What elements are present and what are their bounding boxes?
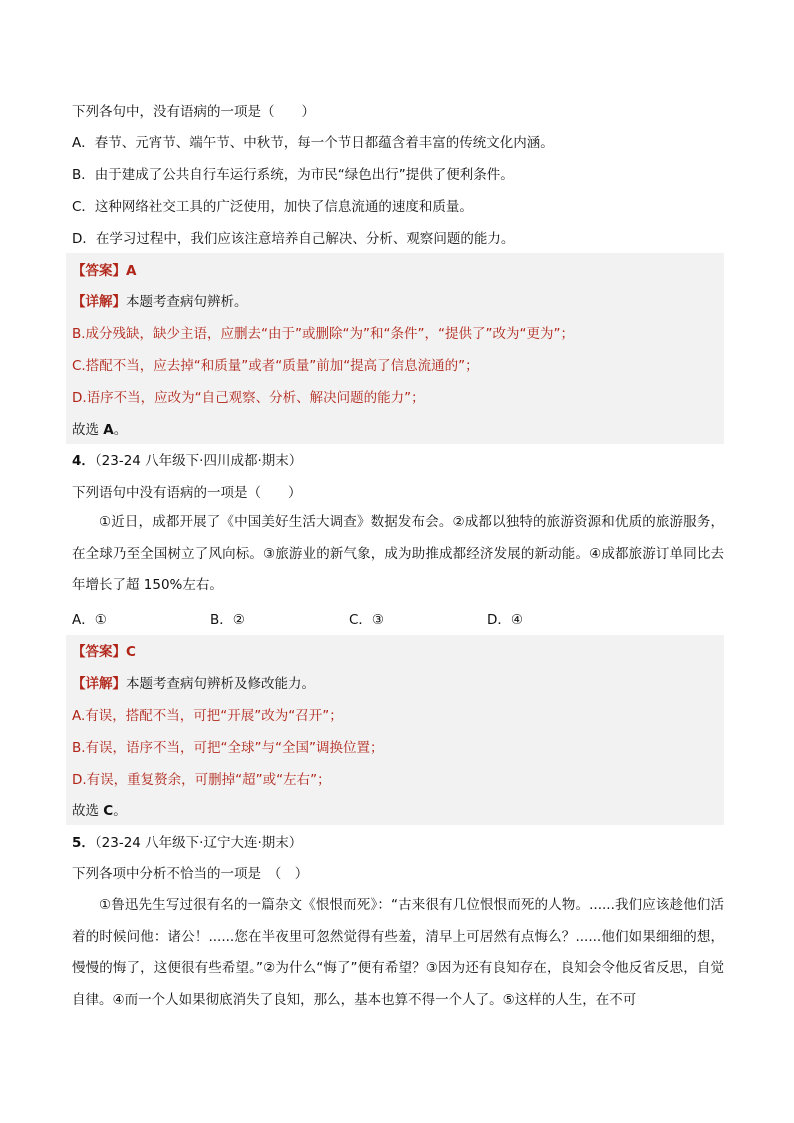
q4-header: 4．（23-24 八年级下·四川成都·期末）	[72, 453, 303, 469]
q3-option-a: A．春节、元宵节、端午节、中秋节，每一个节日都蕴含着丰富的传统文化内涵。	[72, 135, 554, 151]
q4-passage: ①近日，成都开展了《中国美好生活大调查》数据发布会。②成都以独特的旅游资源和优质的旅游服务，在全球乃至全国树立了风向标。③旅游业的新气象，成为助推成都经济发展的新动能。④成都旅游订单同比去年增长了超 150%左右。	[72, 514, 724, 593]
q3-option-c: C．这种网络社交工具的广泛使用，加快了信息流通的速度和质量。	[72, 199, 473, 215]
q5-header: 5．（23-24 八年级下·辽宁大连·期末）	[72, 835, 303, 851]
q4-option-a: A．①	[72, 612, 107, 628]
q3-answer-box	[66, 253, 724, 444]
q3-detail-item: D.语序不当，应改为“自己观察、分析、解决问题的能力”；	[72, 390, 425, 406]
q4-detail-item: B.有误，语序不当，可把“全球”与“全国”调换位置；	[72, 740, 384, 756]
q3-detail-item: C.搭配不当，应去掉“和质量”或者“质量”前加“提高了信息流通的”；	[72, 358, 479, 374]
q4-answer: 【答案】C	[72, 644, 136, 660]
q3-detail: 【详解】本题考查病句辨析。	[72, 294, 248, 310]
q4-option-b: B．②	[210, 612, 245, 628]
q5-stem: 下列各项中分析不恰当的一项是 （ ）	[72, 866, 309, 882]
q3-answer: 【答案】A	[72, 263, 137, 279]
q4-detail: 【详解】本题考查病句辨析及修改能力。	[72, 676, 315, 692]
q4-conclusion: 故选 C。	[72, 803, 127, 819]
q4-option-c: C．③	[349, 612, 385, 628]
q3-option-d: D．在学习过程中，我们应该注意培养自己解决、分析、观察问题的能力。	[72, 231, 515, 247]
q5-passage: ①鲁迅先生写过很有名的一篇杂文《恨恨而死》：“古来很有几位恨恨而死的人物。......我们应该趁他们活着的时候问他：诸公！......您在半夜里可忽然觉得有些羞，清早上可居然有点悔么？......他们如果细细的想，慢慢的悔了，这便很有些希望。”②为什么“悔了”便有希望？③因为还有良知存在，良知会令他反省反思，自觉自律。④而一个人如果彻底消失了良知，那么，基本也算不得一个人了。⑤这样的人生，在不可	[72, 897, 724, 1008]
q3-stem: 下列各句中，没有语病的一项是（ ）	[72, 104, 315, 120]
q4-detail-item: D.有误，重复赘余，可删掉“超”或“左右”；	[72, 772, 331, 788]
q3-conclusion: 故选 A。	[72, 422, 128, 438]
q4-detail-item: A.有误，搭配不当，可把“开展”改为“召开”；	[72, 708, 343, 724]
q3-detail-item: B.成分残缺，缺少主语，应删去“由于”或删除“为”和“条件”，“提供了”改为“更为”；	[72, 326, 574, 342]
q4-stem: 下列语句中没有语病的一项是（ ）	[72, 485, 302, 501]
q4-option-d: D．④	[487, 612, 523, 628]
q4-answer-box	[66, 635, 724, 825]
q3-option-b: B．由于建成了公共自行车运行系统，为市民“绿色出行”提供了便利条件。	[72, 167, 514, 183]
